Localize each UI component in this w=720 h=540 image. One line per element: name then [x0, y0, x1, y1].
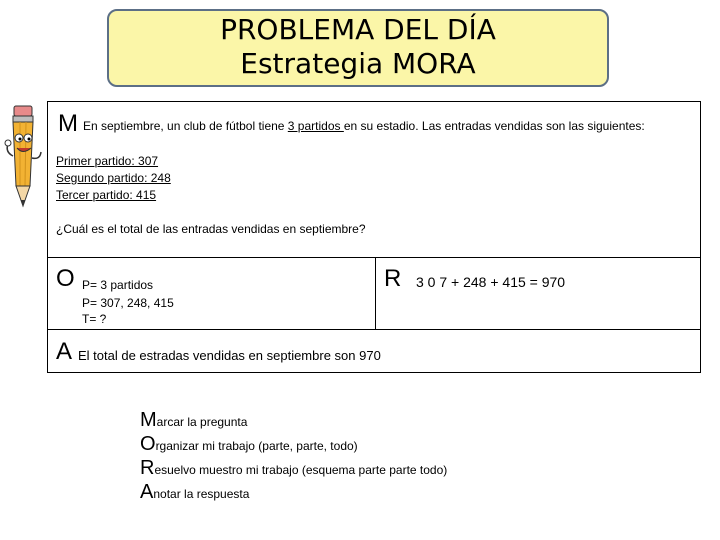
game-2: Segundo partido: 248 [56, 171, 171, 185]
title-box [107, 9, 609, 87]
mora-legend [140, 410, 447, 506]
pencil-character-icon [0, 100, 46, 218]
legend-item-r [140, 458, 447, 482]
r-section [375, 257, 701, 330]
m-letter: M [58, 110, 78, 137]
legend-initial: O [140, 433, 156, 455]
legend-text: notar la respuesta [153, 487, 250, 501]
a-section [47, 329, 701, 373]
game-1: Primer partido: 307 [56, 154, 159, 168]
a-answer: El total de estradas vendidas en septiembre son 970 [78, 348, 381, 363]
legend-item-a [140, 482, 447, 506]
legend-initial: A [140, 481, 154, 503]
m-section [47, 101, 701, 258]
m-question: ¿Cuál es el total de las entradas vendidas en septiembre? [56, 222, 366, 236]
r-equation: 3 0 7 + 248 + 415 = 970 [416, 274, 566, 290]
title-line-2: Estrategia MORA [240, 47, 476, 80]
m-intro-after: en su estadio. Las entradas vendidas son las siguientes: [343, 119, 645, 133]
o-line-3: T= ? [82, 312, 107, 326]
legend-text: arcar la pregunta [156, 415, 248, 429]
game-3: Tercer partido: 415 [56, 188, 157, 202]
r-letter: R [384, 265, 402, 292]
legend-item-m [140, 410, 447, 434]
o-section [47, 257, 376, 330]
a-letter: A [56, 338, 73, 365]
legend-initial: M [140, 409, 157, 431]
legend-text: rganizar mi trabajo (parte, parte, todo) [155, 439, 358, 453]
m-intro-text [83, 119, 645, 133]
m-intro-before: En septiembre, un club de fútbol tiene [83, 119, 288, 133]
legend-text: esuelvo muestro mi trabajo (esquema parte parte todo) [154, 463, 448, 477]
o-line-1: P= 3 partidos [82, 278, 154, 292]
legend-initial: R [140, 457, 155, 479]
o-letter: O [56, 265, 75, 292]
o-line-2: P= 307, 248, 415 [82, 296, 174, 310]
legend-item-o [140, 434, 447, 458]
m-intro-underlined: 3 partidos [287, 119, 344, 133]
title-line-1: PROBLEMA DEL DÍA [220, 13, 496, 46]
